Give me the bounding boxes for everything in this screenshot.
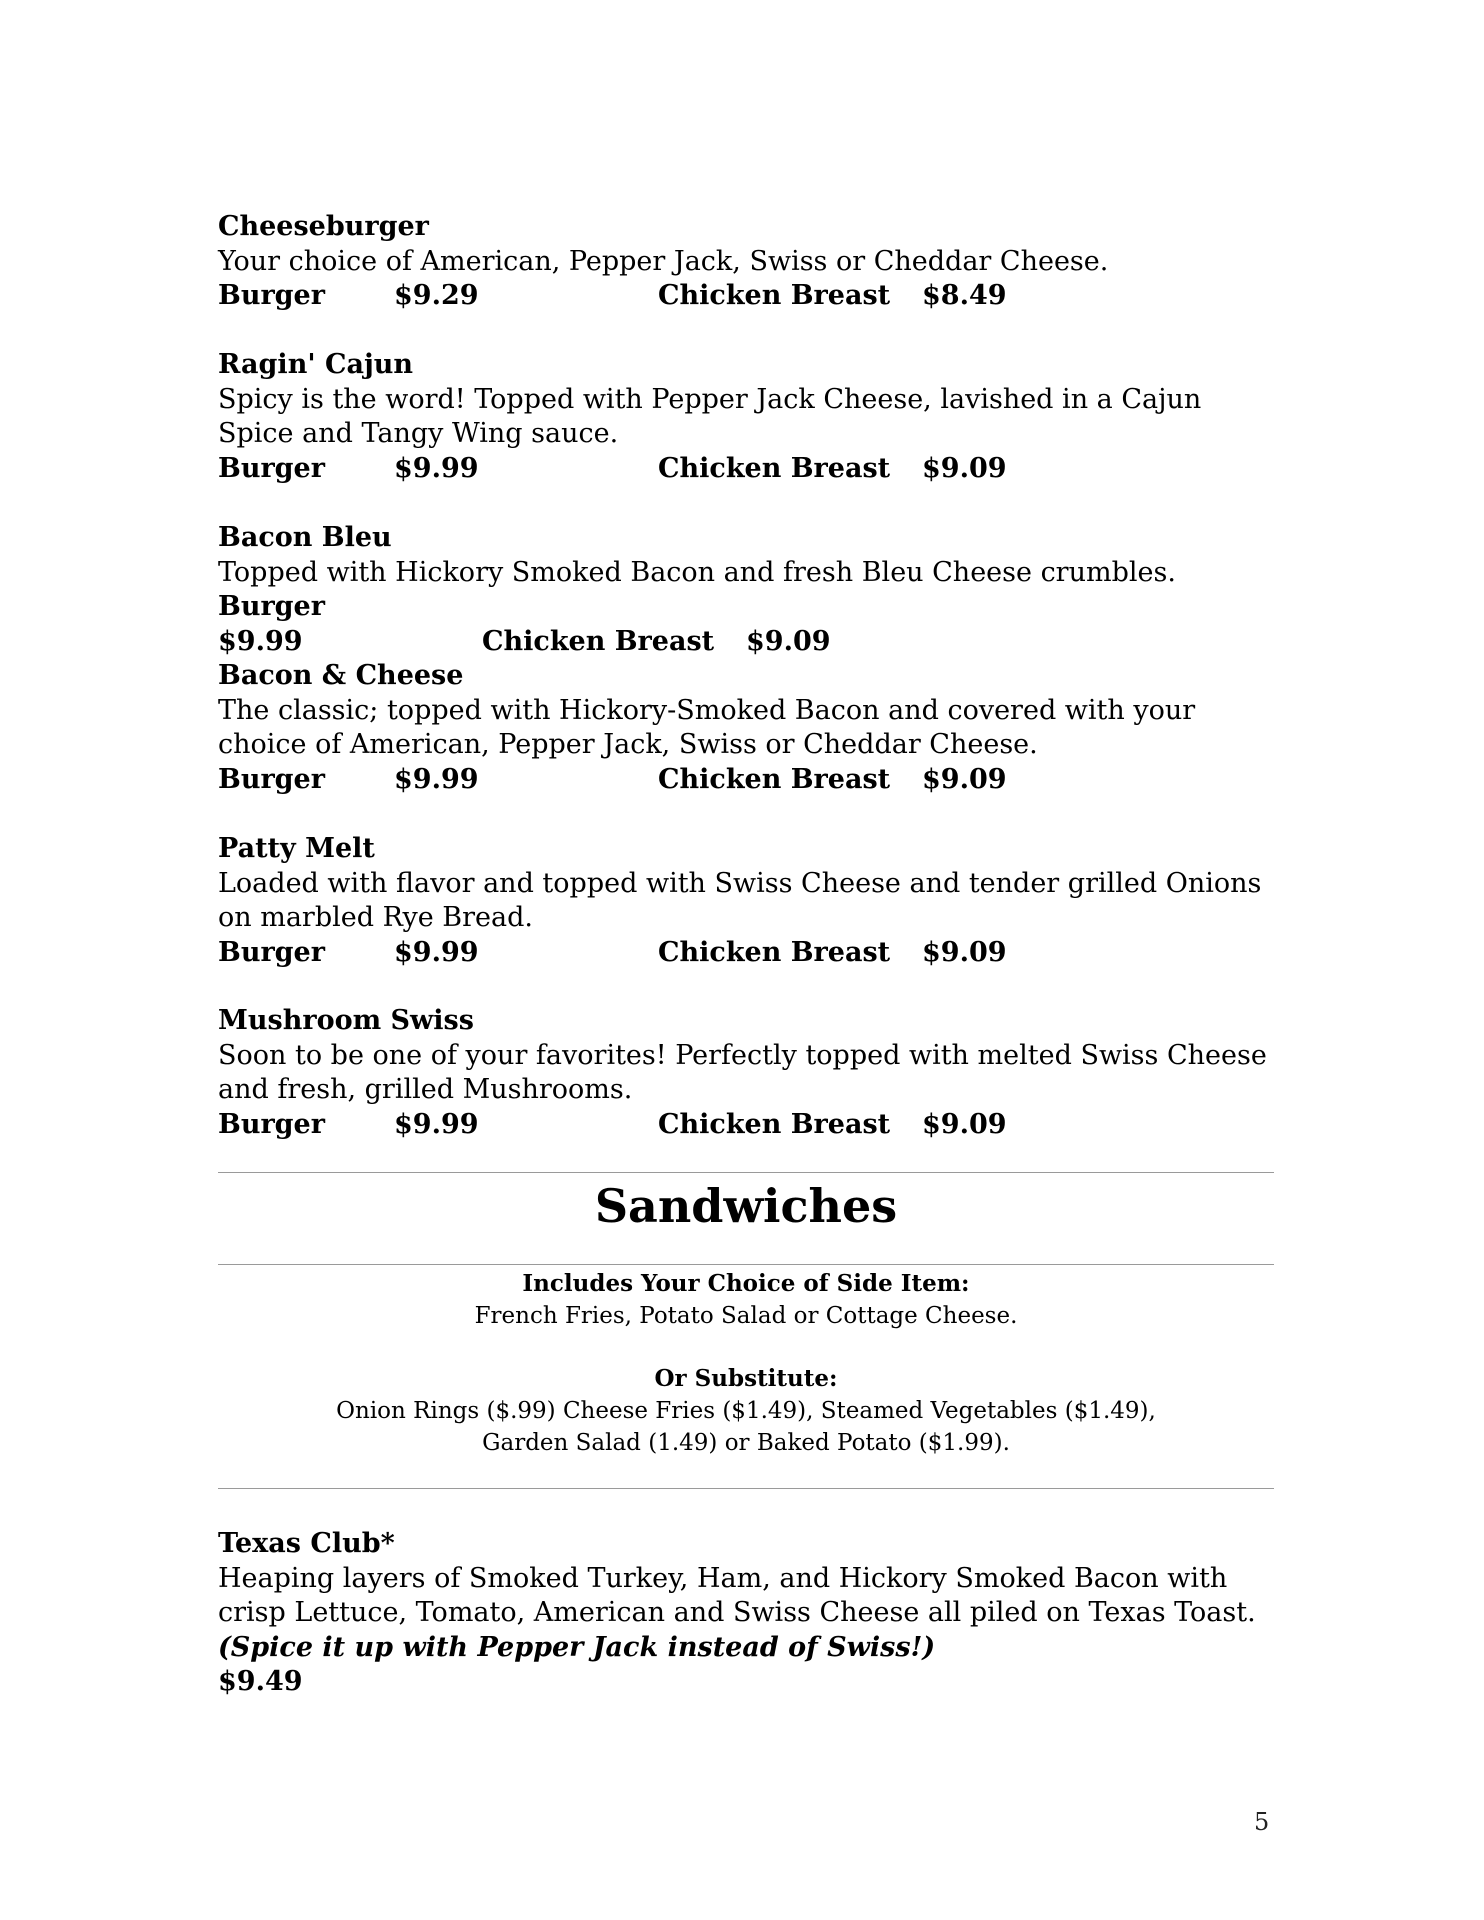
chicken-label: Chicken Breast	[658, 936, 891, 968]
section-divider	[218, 1488, 1274, 1489]
chicken-label: Chicken Breast	[658, 763, 891, 795]
section-divider	[218, 1172, 1274, 1173]
section-divider	[218, 1264, 1274, 1265]
burger-label: Burger	[218, 591, 325, 622]
substitute-heading: Or Substitute:	[654, 1365, 838, 1392]
menu-item-mushroom-swiss	[218, 1004, 1274, 1142]
chicken-price: $9.09	[922, 763, 1007, 795]
burger-label: Burger	[218, 936, 325, 968]
item-description	[218, 556, 1274, 625]
price-row	[218, 452, 1274, 487]
item-title: Bacon & Cheese	[218, 660, 464, 691]
chicken-price: $8.49	[922, 280, 1007, 311]
chicken-price: $9.09	[922, 452, 1007, 484]
menu-item-bacon-bleu	[218, 521, 1274, 659]
item-description: Loaded with flavor and topped with Swiss Cheese and tender grilled Onions on marbled Rye Bread.	[218, 867, 1262, 933]
item-description: The classic; topped with Hickory-Smoked Bacon and covered with your choice of American, Pepper Jack, Swiss or Cheddar Cheese.	[218, 694, 1196, 760]
item-price: $9.49	[218, 1666, 303, 1697]
menu-item-texas-club	[218, 1527, 1274, 1700]
chicken-label: Chicken Breast	[658, 1108, 891, 1140]
chicken-label: Chicken Breast	[482, 625, 715, 657]
item-description: Your choice of American, Pepper Jack, Swiss or Cheddar Cheese.	[218, 245, 1109, 277]
substitute-line: Onion Rings ($.99) Cheese Fries ($1.49), Steamed Vegetables ($1.49),	[336, 1398, 1156, 1424]
menu-item-ragin-cajun	[218, 348, 1274, 486]
chicken-label: Chicken Breast	[658, 452, 891, 484]
burger-label: Burger	[218, 763, 325, 795]
menu-item-bacon-cheese	[218, 659, 1274, 797]
item-description: Soon to be one of your favorites! Perfectly topped with melted Swiss Cheese and fresh, grilled Mushrooms.	[218, 1039, 1267, 1105]
chicken-price: $9.09	[922, 936, 1007, 968]
burger-label: Burger	[218, 280, 325, 311]
item-description: Heaping layers of Smoked Turkey, Ham, and Hickory Smoked Bacon with crisp Lettuce, Tomato, American and Swiss Cheese all piled on Texas Toast.	[218, 1562, 1256, 1628]
price-row	[218, 1108, 1274, 1143]
burger-price: $9.99	[218, 625, 303, 657]
burger-label: Burger	[218, 1108, 325, 1140]
item-description-text: Topped with Hickory Smoked Bacon and fresh Bleu Cheese crumbles.	[218, 556, 1176, 588]
item-title: Ragin' Cajun	[218, 349, 413, 380]
price-row	[218, 625, 1274, 660]
menu-page	[218, 0, 1274, 1920]
item-title: Cheeseburger	[218, 211, 429, 242]
section-title-sandwiches: Sandwiches	[594, 1179, 898, 1233]
burger-price: $9.99	[394, 452, 479, 484]
price-row	[218, 279, 1274, 314]
menu-item-cheeseburger	[218, 210, 1274, 314]
item-title: Bacon Bleu	[218, 522, 392, 553]
burger-price: $9.29	[394, 280, 479, 311]
substitute-line: Garden Salad (1.49) or Baked Potato ($1.99).	[482, 1430, 1010, 1456]
price-row	[218, 763, 1274, 798]
menu-item-patty-melt	[218, 832, 1274, 970]
price-row	[218, 936, 1274, 971]
item-note: (Spice it up with Pepper Jack instead of Swiss!)	[218, 1631, 936, 1663]
page-number: 5	[1254, 1808, 1270, 1836]
item-title: Texas Club*	[218, 1528, 395, 1559]
includes-heading: Includes Your Choice of Side Item:	[522, 1270, 970, 1297]
side-items-info	[218, 1268, 1274, 1332]
substitute-info	[218, 1363, 1274, 1459]
burger-price: $9.99	[394, 763, 479, 795]
item-title: Mushroom Swiss	[218, 1005, 474, 1036]
burger-label: Burger	[218, 452, 325, 484]
item-description: Spicy is the word! Topped with Pepper Jack Cheese, lavished in a Cajun Spice and Tangy Wing sauce.	[218, 383, 1202, 449]
chicken-price: $9.09	[922, 1108, 1007, 1140]
burger-price: $9.99	[394, 1108, 479, 1140]
includes-text: French Fries, Potato Salad or Cottage Cheese.	[474, 1303, 1018, 1329]
chicken-price: $9.09	[746, 625, 831, 657]
burger-price: $9.99	[394, 936, 479, 968]
chicken-label: Chicken Breast	[658, 280, 891, 311]
item-title: Patty Melt	[218, 833, 375, 864]
